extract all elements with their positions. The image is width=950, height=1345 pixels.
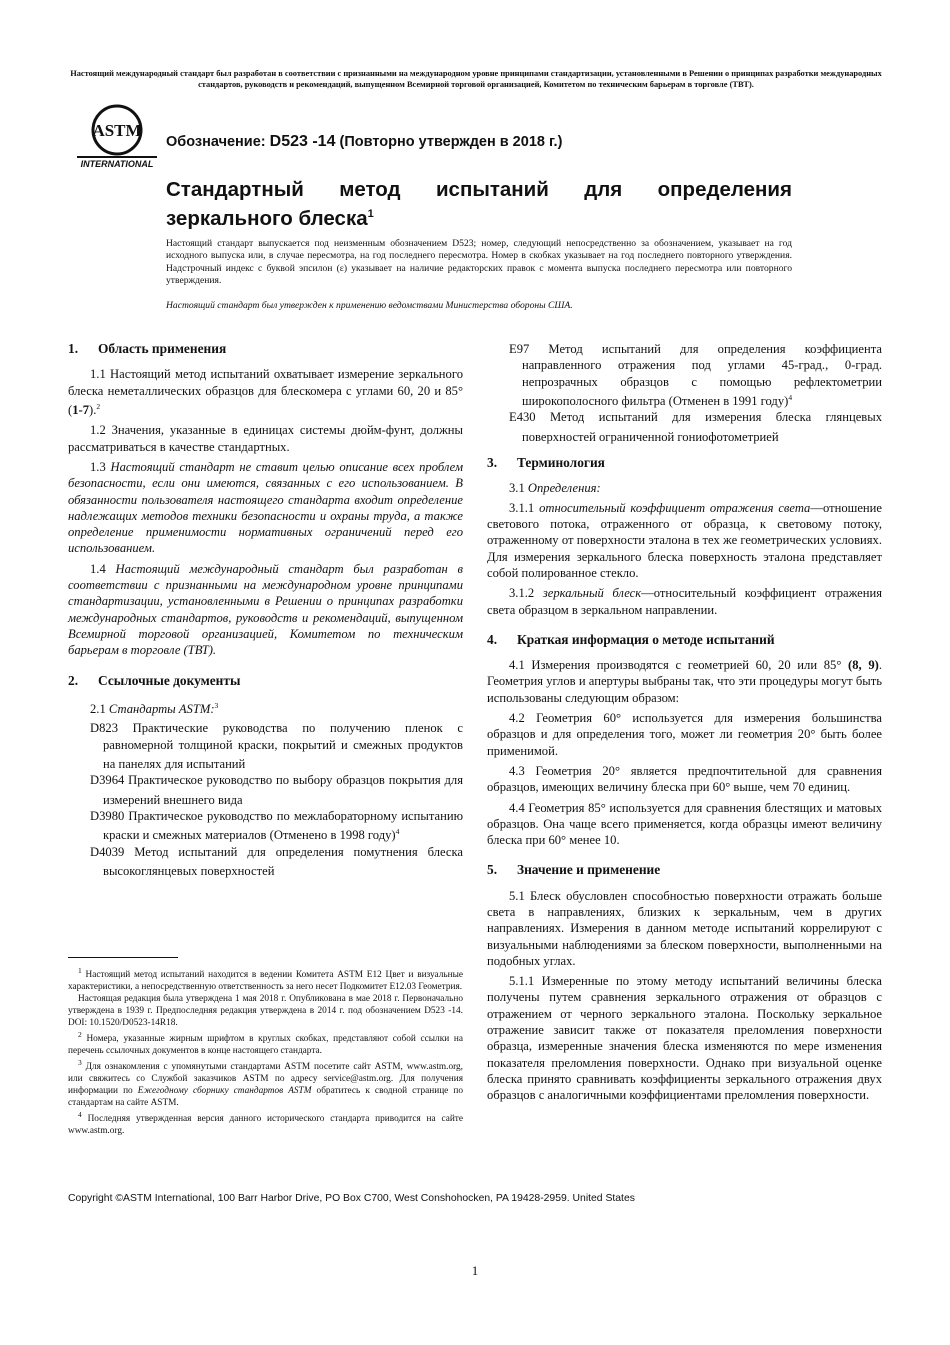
section-3-heading: 3. Терминология [487,455,605,471]
para-3-1: 3.1 Определения: [509,481,601,496]
title-footnote-ref[interactable]: 1 [367,208,374,220]
section-2-heading: 2. Ссылочные документы [68,672,241,688]
footnotes [68,965,463,1137]
page-number: 1 [471,1263,479,1278]
reference-item: D823 Практические руководства по получению пленок с равномерной толщиной краски, покрытий и смежных продуктов на панелях для испытаний [90,721,463,772]
para-5-1: 5.1 Блеск обусловлен способностью поверхности отражать больше света в направлениях, близких к зеркальным, чем в других направлениях. Измерения в данном методе испытаний коррелируют с визуальными наблюдениями за блеском поверхности, выполненными на подобных углах. [487,888,882,968]
reference-item: D3980 Практическое руководство по межлабораторному испытанию краски и смежных материалов (Отменено в 1998 году)$^4$ [90,809,463,843]
header-notice: Настоящий международный стандарт был разработан в соответствии с признанными на международном уровне принципами стандартизации, установленными в Решении о принципах разработки международных стандартов, руководств и рекомендаций, выпущенном Всемирной торговой организацией, Комитетом по техническим барьерам в торговле (ТВТ). [70,69,882,89]
footnote-4: $^4$ Последняя утвержденная версия данного исторического стандарта приводится на сайте www.astm.org. [68,1110,463,1137]
logo-text: INTERNATIONAL [80,159,154,169]
designation-code: D523 -14 [269,133,336,150]
reference-item: E97 Метод испытаний для определения коэффициента направленного отражения под углами 45-град., 0-град. непрозрачных образцов с помощью рефлектометрии широкополосного фильтра (Отменен в 1991 году)$^4$ [509,342,882,409]
astm-logo-icon [74,100,160,172]
para-1-1: 1.1 Настоящий метод испытаний охватывает измерение зеркального блеска неметаллических образцов для блескомера с углами 60, 20 и 85° (1-7).$^2$ [68,367,463,418]
para-3-1-1: 3.1.1 относительный коэффициент отражения света—отношение светового потока, отраженного от образца, к световому потоку, отраженному от поверхности эталона в тех же геометрических условиях. Для измерения зеркального блеска поверхность эталона представляет собой полированное стекло. [487,500,882,580]
reference-item: D4039 Метод испытаний для определения помутнения блеска высокоглянцевых поверхностей [90,844,463,879]
section-5-heading: 5. Значение и применение [487,862,661,878]
footnote-2: $^2$ Номера, указанные жирным шрифтом в круглых скобках, представляют собой ссылки на перечень ссылочных документов в конце настоящего стандарта. [68,1030,463,1057]
para-4-2: 4.2 Геометрия 60° используется для измерения большинства образцов и для определения того, может ли геометрия 20° быть более применимой. [487,711,882,758]
standard-intro: Настоящий стандарт выпускается под неизменным обозначением D523; номер, следующий непосредственно за обозначением, указывает на год исходного выпуска или, в случае пересмотра, на год последнего пересмотра. Номер в скобках указывает на год последнего повторного утверждения. Надстрочный индекс с буквой эпсилон (ε) указывает на наличие редакторских правок с момента выпуска последнего пересмотра или повторного утверждения. [166,238,792,287]
para-3-1-2: 3.1.2 зеркальный блеск—относительный коэффициент отражения света образцом в зеркальном направлении. [487,586,882,617]
approval-note: Настоящий стандарт был утвержден к применению ведомствами Министерства обороны США. [166,300,573,311]
para-4-4: 4.4 Геометрия 85° используется для сравнения блестящих и матовых образцов. Она чаще всего применяется, когда образцы имеют величину блеска при 60° менее 10. [487,800,882,848]
para-4-1: 4.1 Измерения производятся с геометрией 60, 20 или 85° (8, 9). Геометрия углов и апертуры выбраны так, что эти процедуры могут быть использованы следующим образом: [487,658,882,705]
left-column [68,341,463,880]
svg-text:ASTM: ASTM [92,121,142,140]
para-4-3: 4.3 Геометрия 20° является предпочтительной для сравнения образцов, имеющих величину блеска при 60° выше, чем 70 единиц. [487,763,882,795]
section-4-heading: 4. Краткая информация о методе испытаний [487,631,775,647]
footnote-3: $^3$ Для ознакомления с упомянутыми стандартами ASTM посетите сайт ASTM, www.astm.org, или свяжитесь со Службой заказчиков ASTM по адресу service@astm.org. Для получения информации по Ежегодному сборнику стандартов ASTM обратитесь к сводной странице по стандартам на сайте ASTM. [68,1058,464,1109]
para-2-1: 2.1 Стандарты ASTM:$^3$ [90,700,219,717]
para-1-3: 1.3 Настоящий стандарт не ставит целью описание всех проблем безопасности, если они имеются, связанных с его использованием. В обязанности пользователя настоящего стандарта входит определение надлежащих методов техники безопасности и охраны труда, а также определение применимости нормативных ограничений перед его использованием. [68,459,463,556]
para-1-4: 1.4 Настоящий международный стандарт был разработан в соответствии с признанными на международном уровне принципами стандартизации, установленными в Решении о принципах разработки международных стандартов, руководств и рекомендаций, выпущенном Всемирной торговой организацией, Комитетом по техническим барьерам в торговле (ТВТ). [68,561,463,658]
para-1-2: 1.2 Значения, указанные в единицах системы дюйм-фунт, должны рассматриваться в качестве стандартных. [68,423,463,454]
reference-list-right [509,341,882,445]
para-5-1-1: 5.1.1 Измеренные по этому методу испытаний величины блеска получены путем сравнения зеркального отражения от образцов с отражением от черного зеркального эталона. Поскольку зеркальное отражение зависит также от показателя преломления поверхности образца, измеренные значения блеска изменяются по мере изменения показателя преломления поверхности. Однако при визуальной оценке блеска принято сравнивать коэффициенты зеркального отражения двух образцов с аналогичными коэффициентами преломления поверхности. [487,974,882,1103]
footnote-divider [68,957,178,958]
reference-item: D3964 Практическое руководство по выбору образцов покрытия для измерений внешнего вида [90,773,463,807]
copyright-line: Copyright ©ASTM International, 100 Barr Harbor Drive, PO Box C700, West Conshohocken, PA 19428-2959. United States [68,1193,635,1204]
reapproved-note: (Повторно утвержден в 2018 г.) [339,134,563,150]
reference-list-left [90,720,463,879]
page-title: Стандартный метод испытаний для определения зеркального блеска$^1$ [166,178,792,230]
designation [166,133,562,151]
designation-label: Обозначение: [166,134,266,150]
footnote-1b: Настоящая редакция была утверждена 1 мая 2018 г. Опубликована в мае 2018 г. Первоначально утверждена в 1939 г. Предпоследняя редакция утверждена в 2014 г. под обозначением D523 -14. DOI: 10.1520/D0523-14R18. [68,994,463,1029]
reference-item: E430 Метод испытаний для измерения блеска глянцевых поверхностей ограниченной гониофотометрией [509,410,882,444]
section-1-heading: 1. Область применения [68,341,227,356]
footnote-1: $^1$ Настоящий метод испытаний находится в ведении Комитета ASTM E12 Цвет и визуальные характеристики, а непосредственную ответственность за него несет Подкомитет E12.03 Геометрия. [68,966,463,993]
right-column [487,341,882,1108]
